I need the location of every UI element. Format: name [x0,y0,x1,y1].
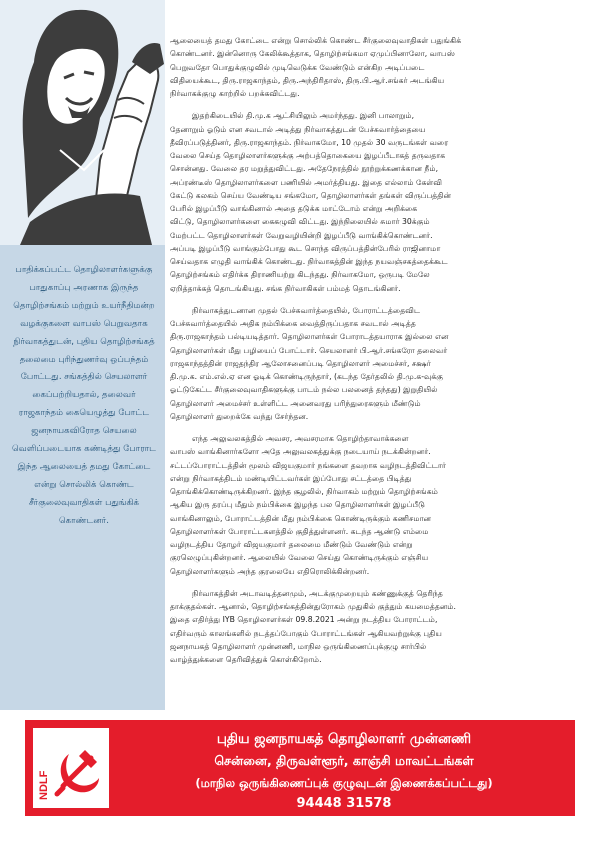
article-line: என்று நிர்வாகத்திடம் மண்டியிட்டவர்கள் இப்போது சட்டத்தை பிடித்து [170,473,412,483]
article-line: பேரில் இழப்பீடு வாங்கினால் அதை தடுக்க மாட்டோம் என்று அறிக்கை [170,204,418,213]
article-line: தொழிலாளர்கள் மீது பழியைப் போட்டார். செயலாளர் பி.ஆர்.சங்கரோ தலைவர் [170,345,448,355]
article-line: ஏறித்தாக்கத் தொடங்கியது. சங்க நிர்வாகிகள் பம்மத் தொடங்கினர். [170,283,401,293]
article-paragraph [170,432,588,578]
sidebar-line: போட்டது. சங்கத்தில் செயலாளர் [20,372,148,383]
article-line: பேச்சுவார்த்தையில் அதிக நம்பிக்கை வைத்திருப்பதாக சவடால் அடித்த [170,319,416,328]
article-line: ஆகிய இரு தரப்பு மீதும் நம்பிக்கை இழந்த பல தொழிலாளர்கள் இழப்பீடு [170,500,425,510]
districts-line: சென்னை, திருவள்ளூர், காஞ்சி மாவட்டங்கள் [214,753,474,768]
coordination-line: (மாநில ஒருங்கிணைப்புக் குழுவுடன் இணைக்கப்பட்டது) [195,776,493,790]
article-paragraph [170,109,588,295]
article-line: ஓட்டுகேட்ட சீர்குலைவுவாதிகளுக்கு பாடம் நல்ல பலனைத் தந்தது) இறுதியில் [170,385,438,395]
article-line: திரு.ராஜகாந்தம் பல்டியடித்தார். தொழிலாளர்கள் போராடத்தயாராக இல்லை என [170,332,449,342]
article-paragraph [170,304,588,423]
article-line: ஆலையைத் தமது கோட்டை என்று சொல்லிக் கொண்ட சீர்குலைவுவாதிகள் பதுங்கிக் [170,36,462,45]
banner-text-block [120,728,568,814]
article-line: தாக்குதல்கள். ஆனால், தொழிற்சங்கத்தின்துரோகம் முதுகில் குத்தும் கயமைத்தனம். [170,602,456,611]
article-body [170,34,588,706]
sidebar-line: தொழிற்சங்கம் மற்றும் உயர்நீதிமன்ற [13,300,155,311]
raised-fist-illustration [0,0,165,245]
sidebar-line: சீர்குலைவுவாதிகள் பதுங்கிக் [29,497,139,508]
article-line: ஜனநாயகத் தொழிலாளர் முன்னணி, மாநில ஒருங்கிணைப்புக்குழு சார்பில் [170,641,427,651]
article-line: மேற்பட்ட தொழிலாளர்கள் வேறுவழியின்றி இழப்பீடு வாங்கிக்கொண்டனர். [170,230,433,240]
organization-banner [25,720,575,816]
article-line: தொழிலாளர் துறைக்கே வந்து சேர்ந்தன. [170,411,309,421]
article-line: தீவிரப்படுத்தினர், திரு.ராஜகாந்தம். நிர்வாகமோ, 10 முதல் 30 வருடங்கள் வரை [170,137,449,147]
article-line: தொழிலாளர்கள் போராட்டகளத்தில் குதித்துள்ளனர். கடந்த ஆண்டு எம்மை [170,526,429,536]
sidebar-line: பாதுகாப்பு அரணாக இருந்த [29,282,139,293]
article-line: இதை எதிர்த்து IYB தொழிலாளர்கள் 09.8.2021 அன்று நடத்திய போராட்டம், [170,615,438,625]
sidebar-line: வழக்குகளை வாபஸ் பெறுவதாக [20,318,148,329]
organization-name: புதிய ஜனநாயகத் தொழிலாளர் முன்னணி [216,731,472,747]
article-line: நிர்வாகத்துடனான முதல் பேச்சுவார்த்தையில், போராட்டத்தைவிட [192,305,421,315]
article-line: தொழிற்சங்கம் எதிர்க்க திராணியற்று கிடந்தது. நிர்வாகமோ, ஒருபடி மேலே [170,270,430,280]
article-line: தேனாறும் ஓடும் என சவடால் அடித்து நிர்வாகத்துடன் பேச்சுவார்த்தையை [170,124,426,134]
protester-fist-drawing [0,0,165,245]
article-line: விதியைக்கூட, திரு.ராஜகாந்தம், திரு.அந்திரிதாஸ், திரு.பி.ஆர்.சங்கர் அடங்கிய [170,75,445,85]
sidebar-line: பாதிக்கப்பட்ட தொழிலாளர்களுக்கு [15,265,153,275]
article-line: விட்டு, தொழிலாளர்களை கைகழுவி விட்டது. இந்நிலையில் சுமார் 30க்கும் [170,217,430,227]
article-line: அப்ரண்டீஸ் தொழிலாளர்களை பணியில் அமர்த்தியது. இதை எல்லாம் கேள்வி [170,177,443,187]
sidebar-line: ராஜகாந்தம் கையெழுத்து போட்ட [18,408,150,419]
article-line: எந்த அலுவலகத்தில் அவசர, அவசரமாக தொழிற்தாவாக்களை [192,434,409,443]
article-line: நிர்வாகத்தின் அடாவடித்தனமும், அடக்குமுறையும் கண்ணுக்குத் தெரிந்த [192,588,443,598]
logo-letters: NDLF [38,770,50,800]
article-line: பெறுவதோ பொதுக்குழுவில் முடிவெடுக்க வேண்டும் என்கிற அடிப்படை [170,62,425,72]
sidebar-line: தலைமை புரிந்துணர்வு ஒப்பந்தம் [19,354,149,365]
ndlf-logo [33,728,109,808]
sidebar-callout-text [10,262,158,531]
article-line: தி.மு.க. எம்.எல்.ஏ என ஓடிக் கொண்டிருந்தார், (கடந்த தேர்தலில் தி.மு.க-வுக்கு [170,372,444,381]
sidebar-line: என்று சொல்லிக் கொண்ட [34,479,134,490]
article-line: வாபஸ் வாங்கினார்களோ அதே அலுவலகத்துக்கு நடையாய் நடக்கின்றனர். [170,447,431,457]
sidebar-panel [0,0,165,710]
article-paragraph [170,587,588,667]
article-line: செய்வதாக எழுதி வாங்கிக் கொண்டது. நிர்வாகத்தின் இந்த நயவஞ்சகத்தைக்கூட [170,257,448,266]
article-line: வேலை செய்த தொழிலாளர்களுக்கு அற்பத்தொகையை இழப்பீடாகத் தருவதாக [170,151,446,160]
article-line: வாழ்த்துக்களை தெரிவித்துக் கொள்கிறோம். [170,655,322,664]
article-line: வழிநடத்திய தோழர் விஜயகுமார் தலைமை மீண்டும் வேண்டும் என்று [170,540,413,549]
article-line: குரலெழுப்புகின்றனர். ஆலையில் வேலை செய்து கொண்டிருக்கும் எஞ்சிய [170,553,429,563]
article-line: தொழிலாளர்களும் அந்த குரலையே எதிரொலிக்கின்றனர். [170,566,370,576]
sidebar-line: கொண்டனர். [58,515,109,526]
sidebar-line: நிர்வாகத்துடன், புதிய தொழிற்சங்கத் [13,336,155,347]
article-line: கேட்டு கலகம் செய்ய வேண்டிய சங்கமோ, தொழிலாளர்கள் தங்கள் விருப்பத்தின் [170,190,452,200]
article-line: தொழிலாளர் அமைச்சர் உள்ளிட்ட அனைவரது பரிந்துரைகளும் மீண்டும் [170,398,421,408]
article-line: வாங்கினாலும், போராட்டத்தின் மீது நம்பிக்கை கொண்டிருக்கும் கணிசமான [170,513,432,523]
sidebar-line: இந்த ஆலையைத் தமது கோட்டை [17,461,151,472]
sidebar-line: ஜனநாயகவிரோத செயலை [31,426,137,437]
article-line: தொங்கிக்கொண்டிருக்கிறனர். இந்த சூழலில், நிர்வாகம் மற்றும் தொழிற்சங்கம் [170,487,438,496]
article-paragraph [170,34,588,100]
article-line: இதற்கிடையில் தி.மு.க ஆட்சியிலும் அமர்ந்தது. இனி பாலாறும், [192,111,415,121]
sidebar-line: கைப்பற்றியதால், தலைவர் [32,390,136,401]
hammer-sickle-icon [33,728,109,808]
article-line: சட்டப்போராட்டத்தின் மூலம் விஜயகுமார் நங்களை தவறாக வழிநடத்திவிட்டார் [170,460,447,470]
article-line: கொண்டனர். இன்னொரு கேலிக்கூத்தாக, தொழிற்சங்கமா ஏமுப்பினாலோ, வாபஸ் [170,49,455,59]
article-line: ராஜகாந்தத்தின் ராஜதந்திர ஆலோசனைப்படி தொழிலாளர் அமைச்சர், சக்ஷர் [170,358,431,368]
article-line: அப்படி இழப்பீடு வாங்கும்போது கூட சொந்த விருப்பத்தின்பேரில் ராஜினாமா [170,243,441,253]
phone-number[interactable]: 94448 31578 [296,796,392,811]
article-line: சொன்னது. வேலை தர மறுத்துவிட்டது. அதேநேரத்தில் நூற்றுக்கணக்கான நீம், [170,164,439,174]
article-line: எதிர்வரும் காலங்களில் நடத்தப்போகும் போராட்டங்கள் ஆகியவற்றுக்கு புதிய [170,628,442,638]
article-line: நிர்வாகக்குழு காற்றில் பறக்கவிட்டது. [170,89,300,98]
sidebar-line: வெளிப்படையாக கண்டித்து போராட [11,444,157,455]
